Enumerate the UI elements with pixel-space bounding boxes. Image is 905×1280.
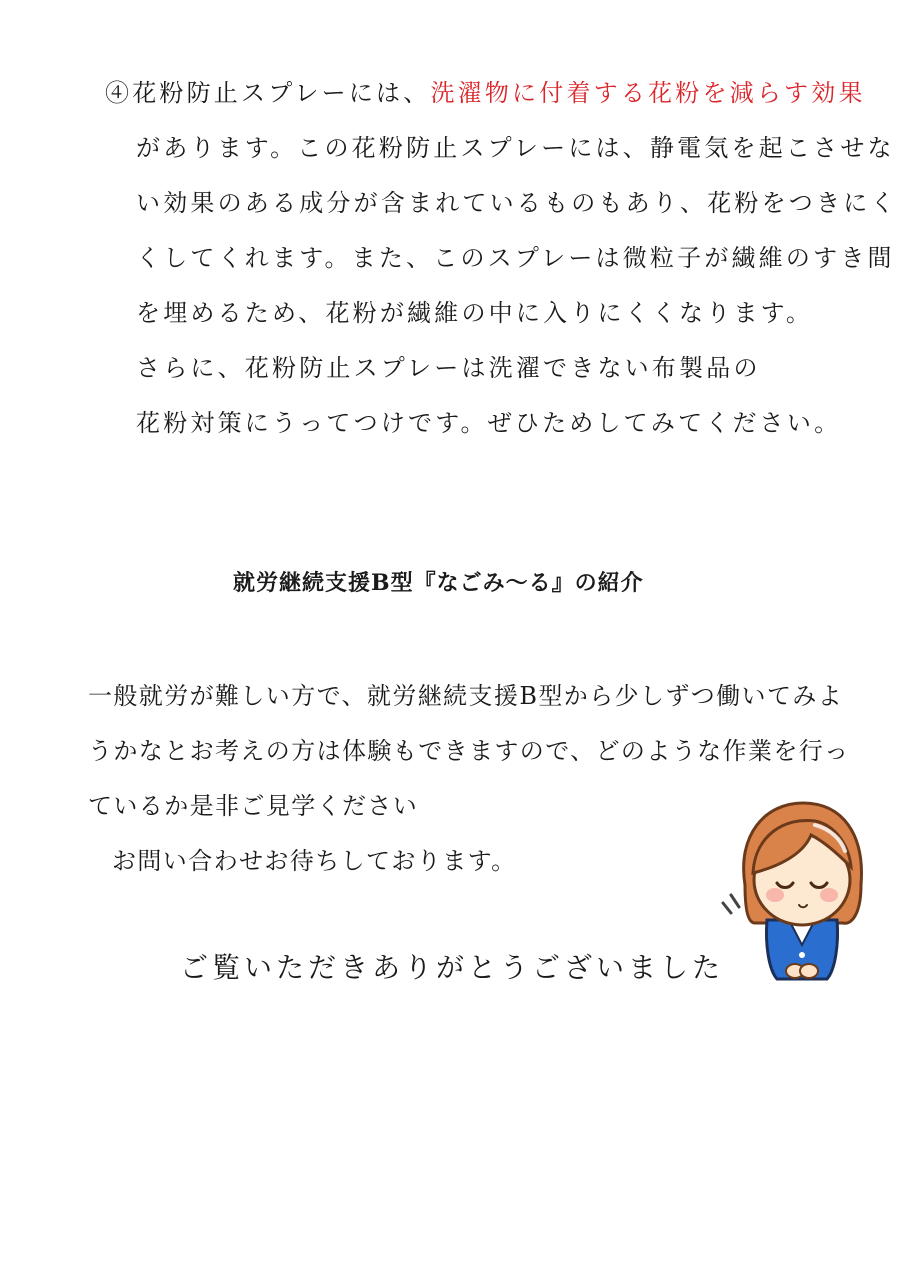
intro-line-4: お問い合わせお待ちしております。 bbox=[112, 847, 517, 875]
tip-first-prefix: 花粉防止スプレーには、 bbox=[132, 79, 431, 107]
intro-heading: 就労継続支援B型『なごみ〜る』の紹介 bbox=[233, 570, 644, 596]
closing-message: ご覧いただきありがとうございました bbox=[180, 951, 725, 984]
tip-number: ④ bbox=[105, 79, 133, 107]
tip-highlight: 洗濯物に付着する花粉を減らす効果 bbox=[430, 79, 866, 107]
tip-line-2: があります。この花粉防止スプレーには、静電気を起こさせな bbox=[136, 134, 895, 162]
tip-line-7: 花粉対策にうってつけです。ぜひためしてみてください。 bbox=[136, 409, 842, 437]
tip-line-6: さらに、花粉防止スプレーは洗濯できない布製品の bbox=[136, 354, 761, 382]
tip-line-3: い効果のある成分が含まれているものもあり、花粉をつきにく bbox=[136, 189, 898, 217]
tip-line-5: を埋めるため、花粉が繊維の中に入りにくくなります。 bbox=[136, 299, 814, 327]
intro-line-2: うかなとお考えの方は体験もできますので、どのような作業を行っ bbox=[88, 737, 850, 765]
intro-line-1: 一般就労が難しい方で、就労継続支援B型から少しずつ働いてみよ bbox=[88, 682, 844, 710]
intro-line-3: ているか是非ご見学ください bbox=[88, 792, 419, 820]
tip-line-4: くしてくれます。また、このスプレーは微粒子が繊維のすき間 bbox=[136, 244, 895, 272]
tip-line-1 bbox=[105, 77, 866, 109]
bowing-staff-woman-icon bbox=[715, 795, 875, 985]
